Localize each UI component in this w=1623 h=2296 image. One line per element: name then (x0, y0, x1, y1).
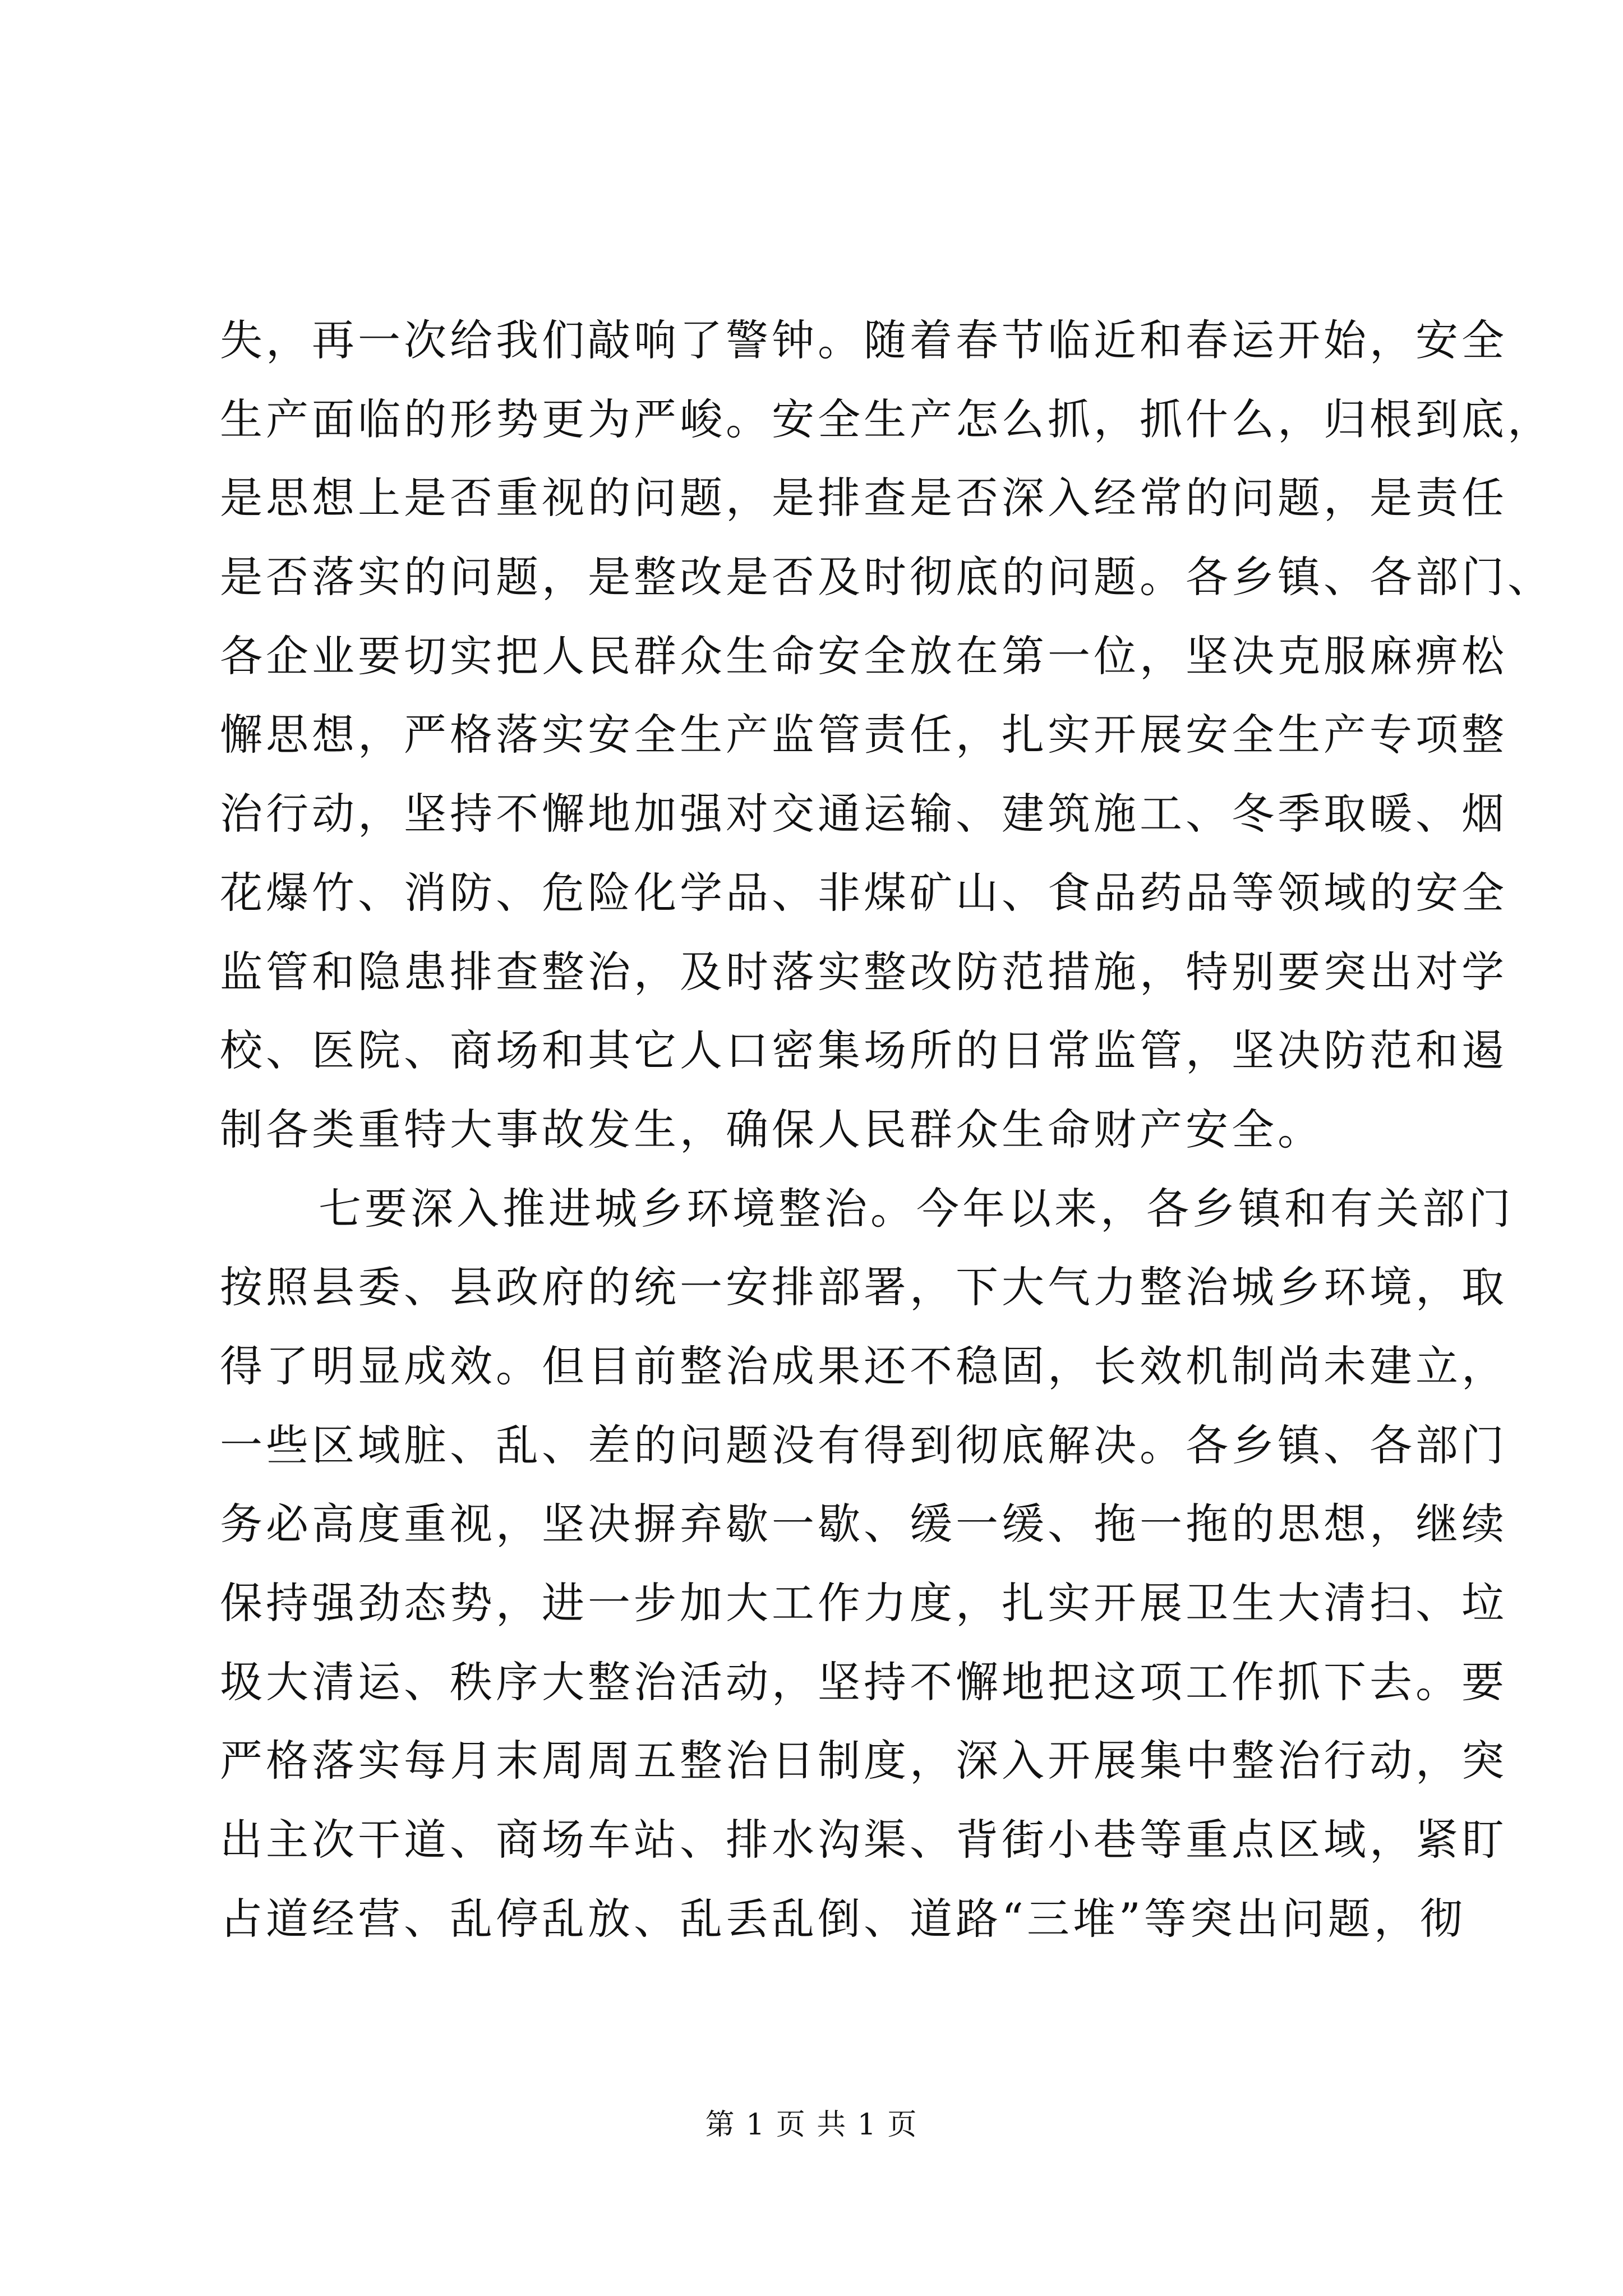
page-number-footer: 第 1 页 共 1 页 (705, 2108, 918, 2142)
text-line: 按照县委、县政府的统一安排部署，下大气力整治城乡环境，取 (220, 1262, 1507, 1313)
text-line: 一些区域脏、乱、差的问题没有得到彻底解决。各乡镇、各部门 (220, 1420, 1507, 1470)
text-line: 各企业要切实把人民群众生命安全放在第一位，坚决克服麻痹松 (220, 631, 1507, 681)
document-body (220, 301, 1553, 1958)
text-line: 务必高度重视，坚决摒弃歇一歇、缓一缓、拖一拖的思想，继续 (220, 1499, 1507, 1549)
text-line: 出主次干道、商场车站、排水沟渠、背街小巷等重点区域，紧盯 (220, 1815, 1507, 1865)
text-line: 监管和隐患排查整治，及时落实整改防范措施，特别要突出对学 (220, 946, 1507, 997)
text-line: 得了明显成效。但目前整治成果还不稳固，长效机制尚未建立， (220, 1341, 1507, 1391)
paragraph-first-line: 七要深入推进城乡环境整治。今年以来，各乡镇和有关部门 (319, 1183, 1514, 1234)
paragraph-last-line: 制各类重特大事故发生，确保人民群众生命财产安全。 (220, 1104, 1324, 1154)
text-line: 保持强劲态势，进一步加大工作力度，扎实开展卫生大清扫、垃 (220, 1578, 1507, 1628)
text-line: 校、医院、商场和其它人口密集场所的日常监管，坚决防范和遏 (220, 1025, 1507, 1076)
text-line: 生产面临的形势更为严峻。安全生产怎么抓，抓什么，归根到底， (220, 394, 1553, 444)
text-line: 是思想上是否重视的问题，是排查是否深入经常的问题，是责任 (220, 473, 1507, 523)
text-line: 失，再一次给我们敲响了警钟。随着春节临近和春运开始，安全 (220, 315, 1507, 365)
text-line: 严格落实每月末周周五整治日制度，深入开展集中整治行动，突 (220, 1736, 1507, 1786)
text-line: 花爆竹、消防、危险化学品、非煤矿山、食品药品等领域的安全 (220, 867, 1507, 918)
text-line: 是否落实的问题，是整改是否及时彻底的问题。各乡镇、各部门、 (220, 552, 1553, 602)
text-line: 懈思想，严格落实安全生产监管责任，扎实开展安全生产专项整 (220, 710, 1507, 760)
text-line: 圾大清运、秩序大整治活动，坚持不懈地把这项工作抓下去。要 (220, 1657, 1507, 1707)
text-line: 占道经营、乱停乱放、乱丢乱倒、道路“三堆”等突出问题，彻 (220, 1893, 1466, 1944)
text-line: 治行动，坚持不懈地加强对交通运输、建筑施工、冬季取暖、烟 (220, 789, 1507, 839)
